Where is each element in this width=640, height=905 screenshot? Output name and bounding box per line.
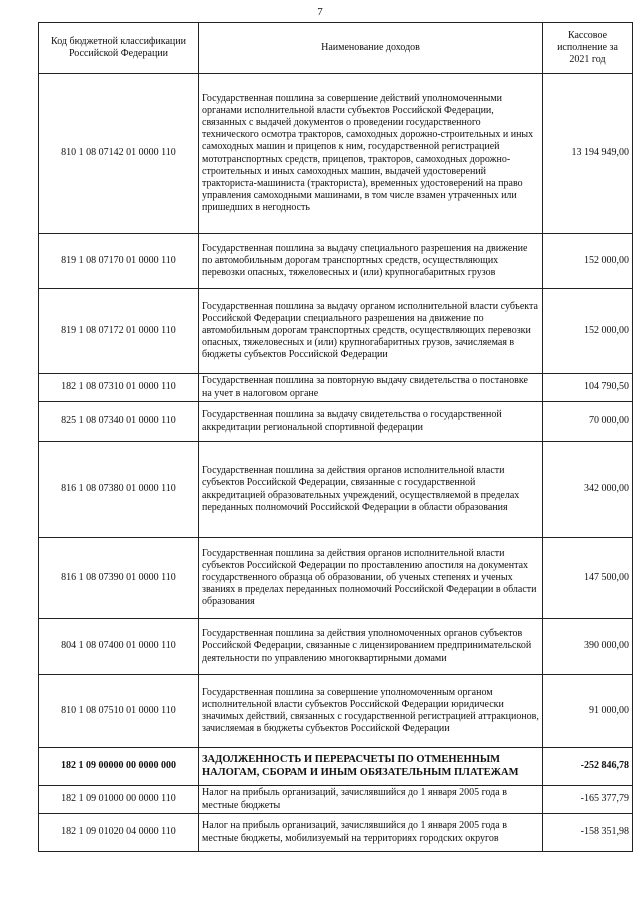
row-code: 825 1 08 07340 01 0000 110 — [39, 402, 199, 442]
table-row — [39, 289, 633, 374]
row-code: 182 1 09 01020 04 0000 110 — [39, 814, 199, 852]
row-amount: 13 194 949,00 — [543, 74, 633, 234]
table-row — [39, 538, 633, 619]
row-amount: -165 377,79 — [543, 786, 633, 814]
row-code: 816 1 08 07380 01 0000 110 — [39, 442, 199, 538]
row-name: Государственная пошлина за действия органов исполнительной власти субъектов Российской Федерации по проставлению апостиля на документах государственного образца об образовании, об ученых степенях и ученых званиях в пределах переданных полномочий Российской Федерации в области образования — [199, 538, 543, 619]
row-amount: 152 000,00 — [543, 234, 633, 289]
table-row — [39, 234, 633, 289]
row-amount: 147 500,00 — [543, 538, 633, 619]
row-amount: 70 000,00 — [543, 402, 633, 442]
row-amount: 390 000,00 — [543, 619, 633, 675]
table-row — [39, 442, 633, 538]
row-name: Государственная пошлина за действия органов исполнительной власти субъектов Российской Федерации, связанные с государственной аккредитацией образовательных учреждений, осуществляемой в пределах переданных полномочий Российской Федерации в области образования — [199, 442, 543, 538]
row-name: Государственная пошлина за действия уполномоченных органов субъектов Российской Федерации, связанные с лицензированием предпринимательской деятельности по управлению многоквартирными домами — [199, 619, 543, 675]
table-row — [39, 748, 633, 786]
row-amount: 91 000,00 — [543, 675, 633, 748]
row-code: 810 1 08 07142 01 0000 110 — [39, 74, 199, 234]
row-amount: 342 000,00 — [543, 442, 633, 538]
row-code: 810 1 08 07510 01 0000 110 — [39, 675, 199, 748]
row-name: Налог на прибыль организаций, зачислявшийся до 1 января 2005 года в местные бюджеты — [199, 786, 543, 814]
row-code: 182 1 09 00000 00 0000 000 — [39, 748, 199, 786]
row-name: Государственная пошлина за совершение уполномоченным органом исполнительной власти субъектов Российской Федерации юридически значимых действий, связанных с государственной регистрацией аттракционов, зачисляемая в бюджеты субъектов Российской Федерации — [199, 675, 543, 748]
row-name: ЗАДОЛЖЕННОСТЬ И ПЕРЕРАСЧЕТЫ ПО ОТМЕНЕННЫМ НАЛОГАМ, СБОРАМ И ИНЫМ ОБЯЗАТЕЛЬНЫМ ПЛАТЕЖАМ — [199, 748, 543, 786]
revenue-table — [38, 22, 633, 852]
header-amount: Кассовое исполнение за 2021 год — [543, 23, 633, 74]
table-row — [39, 402, 633, 442]
row-code: 182 1 08 07310 01 0000 110 — [39, 374, 199, 402]
row-code: 819 1 08 07172 01 0000 110 — [39, 289, 199, 374]
row-amount: 104 790,50 — [543, 374, 633, 402]
header-name: Наименование доходов — [199, 23, 543, 74]
table-row — [39, 786, 633, 814]
row-name: Государственная пошлина за выдачу свидетельства о государственной аккредитации региональной спортивной федерации — [199, 402, 543, 442]
page-number: 7 — [317, 6, 323, 18]
row-amount: -158 351,98 — [543, 814, 633, 852]
row-code: 182 1 09 01000 00 0000 110 — [39, 786, 199, 814]
row-amount: -252 846,78 — [543, 748, 633, 786]
header-code: Код бюджетной классификации Российской Федерации — [39, 23, 199, 74]
row-amount: 152 000,00 — [543, 289, 633, 374]
row-name: Государственная пошлина за выдачу специального разрешения на движение по автомобильным дорогам транспортных средств, осуществляющих перевозки опасных, тяжеловесных и (или) крупногабаритных грузов — [199, 234, 543, 289]
row-code: 804 1 08 07400 01 0000 110 — [39, 619, 199, 675]
table-body — [39, 74, 633, 852]
table-row — [39, 814, 633, 852]
row-name: Государственная пошлина за совершение действий уполномоченными органами исполнительной власти субъектов Российской Федерации, связанных с выдачей документов о проведении государственного технического осмотра тракторов, самоходных дорожно-строительных и иных самоходных машин и прицепов к ним, государственной регистрацией мототранспортных средств, прицепов, тракторов, самоходных дорожно-строительных и иных самоходных машин, выдачей удостоверений тракториста-машиниста (тракториста), временных удостоверений на право управления самоходными машинами, в том числе взамен утраченных или пришедших в негодность — [199, 74, 543, 234]
table-row — [39, 619, 633, 675]
row-name: Государственная пошлина за повторную выдачу свидетельства о постановке на учет в налоговом органе — [199, 374, 543, 402]
table-header-row — [39, 23, 633, 74]
row-code: 819 1 08 07170 01 0000 110 — [39, 234, 199, 289]
table-row — [39, 374, 633, 402]
table-row — [39, 675, 633, 748]
row-code: 816 1 08 07390 01 0000 110 — [39, 538, 199, 619]
row-name: Государственная пошлина за выдачу органом исполнительной власти субъекта Российской Федерации специального разрешения на движение по автомобильным дорогам транспортных средств, осуществляющих перевозки опасных, тяжеловесных и (или) крупногабаритных грузов, зачисляемая в бюджеты субъектов Российской Федерации — [199, 289, 543, 374]
table-row — [39, 74, 633, 234]
row-name: Налог на прибыль организаций, зачислявшийся до 1 января 2005 года в местные бюджеты, мобилизуемый на территориях городских округов — [199, 814, 543, 852]
